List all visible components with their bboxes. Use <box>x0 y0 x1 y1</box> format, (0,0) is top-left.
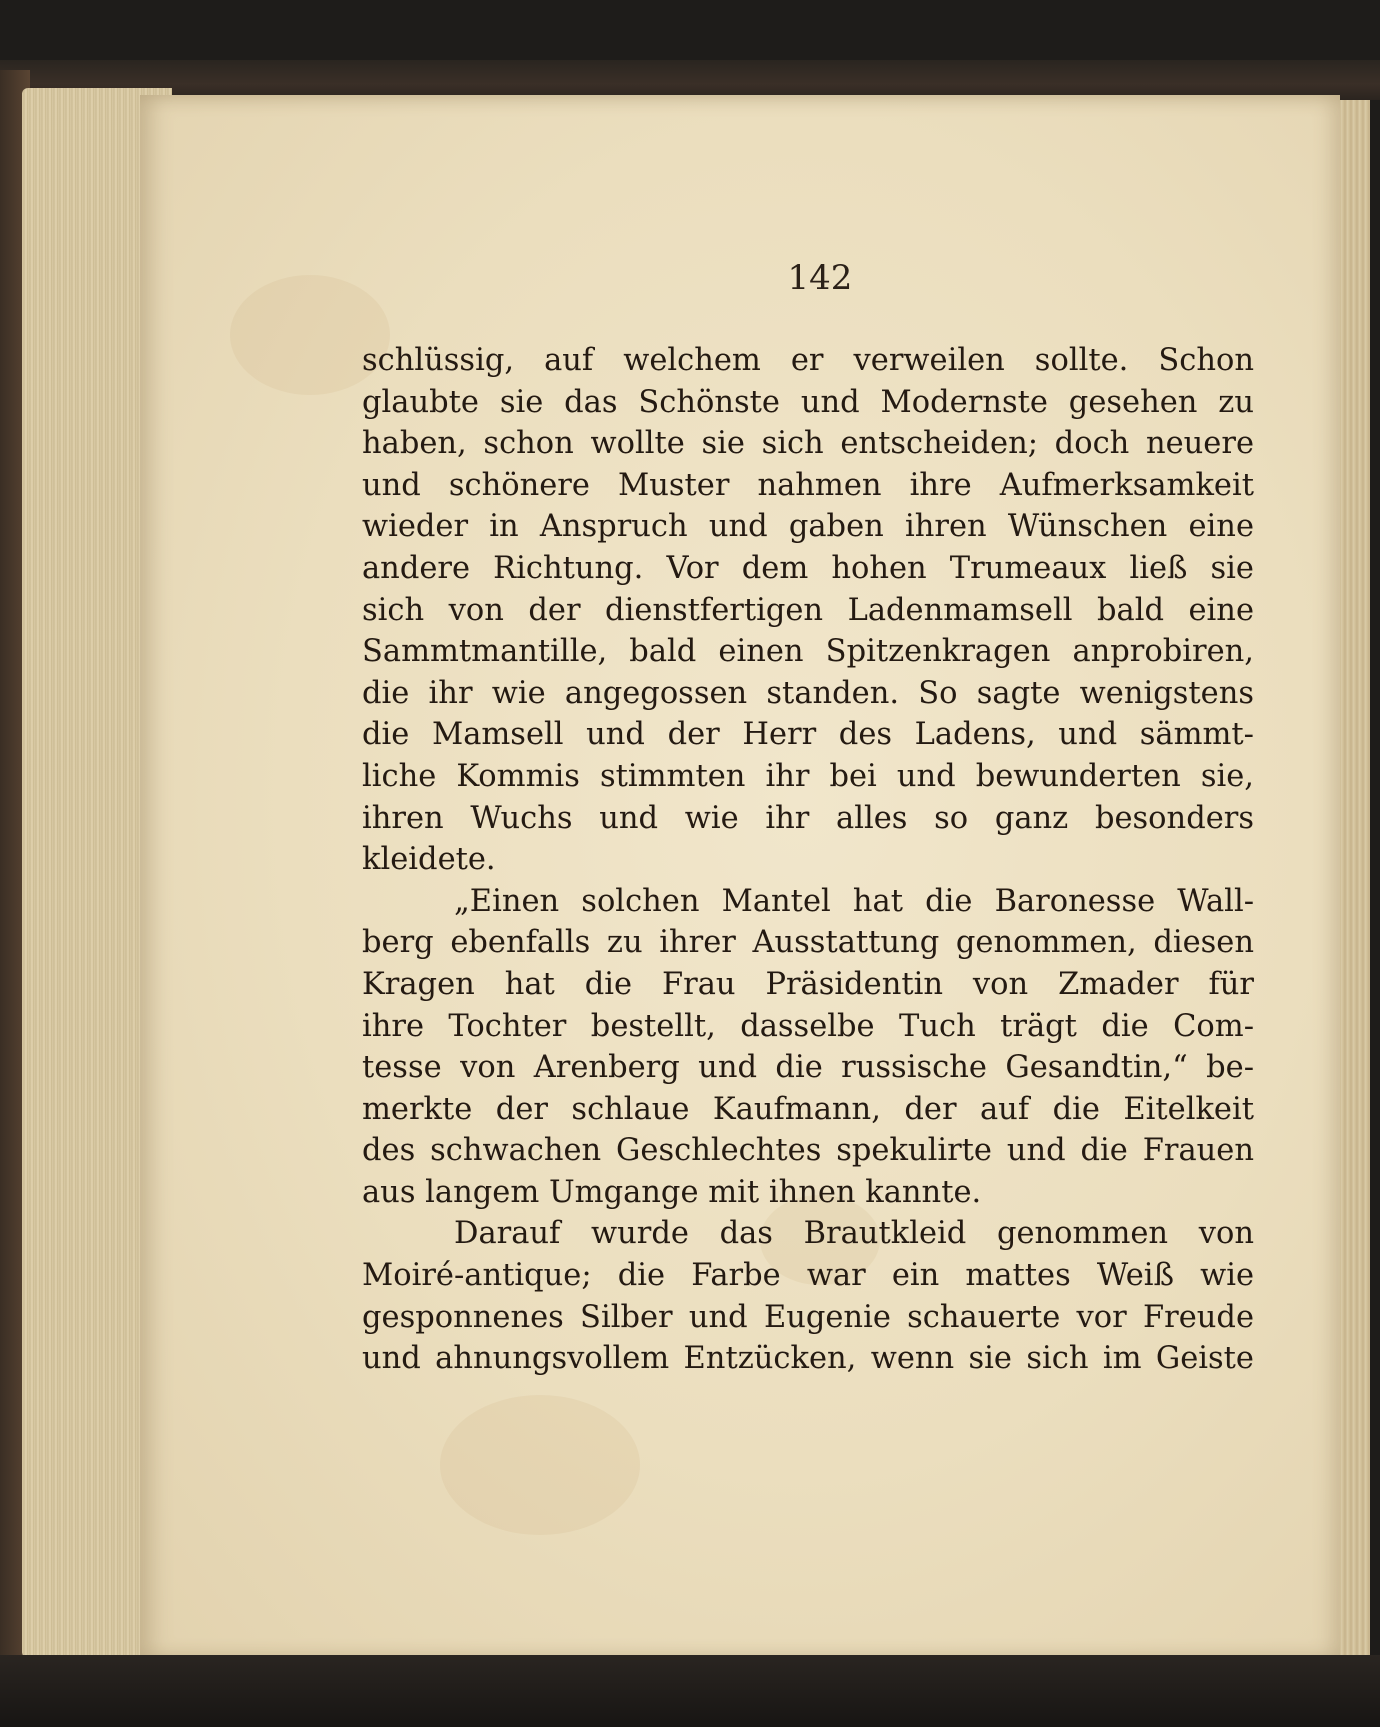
book-cover-bottom <box>0 1655 1380 1727</box>
paper-stain <box>440 1395 640 1535</box>
text-line: tesse von Arenberg und die russische Gesandtin,“ be- <box>362 1050 1254 1086</box>
text-line: kleidete. <box>362 842 496 878</box>
text-line: des schwachen Geschlechtes spekulirte und die Frauen <box>362 1133 1254 1169</box>
text-line: ihre Tochter bestellt, dasselbe Tuch trägt die Com- <box>362 1008 1254 1044</box>
page-number: 142 <box>787 258 853 298</box>
text-line: Darauf wurde das Brautkleid genommen von <box>454 1216 1254 1252</box>
text-line: sich von der dienstfertigen Ladenmamsell bald eine <box>362 592 1254 628</box>
text-line: Moiré-antique; die Farbe war ein mattes Weiß wie <box>362 1258 1254 1294</box>
text-line: andere Richtung. Vor dem hohen Trumeaux ließ sie <box>362 550 1254 586</box>
book-cover-top <box>0 60 1380 100</box>
text-line: haben, schon wollte sie sich entscheiden; doch neuere <box>362 426 1254 462</box>
text-line: und schönere Muster nahmen ihre Aufmerksamkeit <box>362 467 1254 503</box>
text-line: „Einen solchen Mantel hat die Baronesse Wall- <box>454 883 1254 919</box>
text-line: ihren Wuchs und wie ihr alles so ganz besonders <box>362 800 1254 836</box>
text-line: schlüssig, auf welchem er verweilen sollte. Schon <box>362 343 1254 378</box>
text-line: gesponnenes Silber und Eugenie schauerte vor Freude <box>362 1299 1254 1335</box>
text-line: und ahnungsvollem Entzücken, wenn sie sich im Geiste <box>362 1341 1254 1377</box>
text-line: Kragen hat die Frau Präsidentin von Zmader für <box>362 966 1254 1002</box>
text-line: aus langem Umgange mit ihnen kannte. <box>362 1174 982 1210</box>
text-line: die ihr wie angegossen standen. So sagte wenigstens <box>362 675 1254 711</box>
text-line: die Mamsell und der Herr des Ladens, und sämmt- <box>362 717 1254 753</box>
text-line: Sammtmantille, bald einen Spitzenkragen anprobiren, <box>362 634 1254 670</box>
text-line: merkte der schlaue Kaufmann, der auf die Eitelkeit <box>362 1091 1254 1127</box>
body-text <box>362 340 1254 1380</box>
text-line: wieder in Anspruch und gaben ihren Wünschen eine <box>362 509 1254 545</box>
text-line: berg ebenfalls zu ihrer Ausstattung genommen, diesen <box>362 925 1254 961</box>
text-line: liche Kommis stimmten ihr bei und bewunderten sie, <box>362 758 1254 794</box>
text-line: glaubte sie das Schönste und Modernste gesehen zu <box>362 384 1254 420</box>
